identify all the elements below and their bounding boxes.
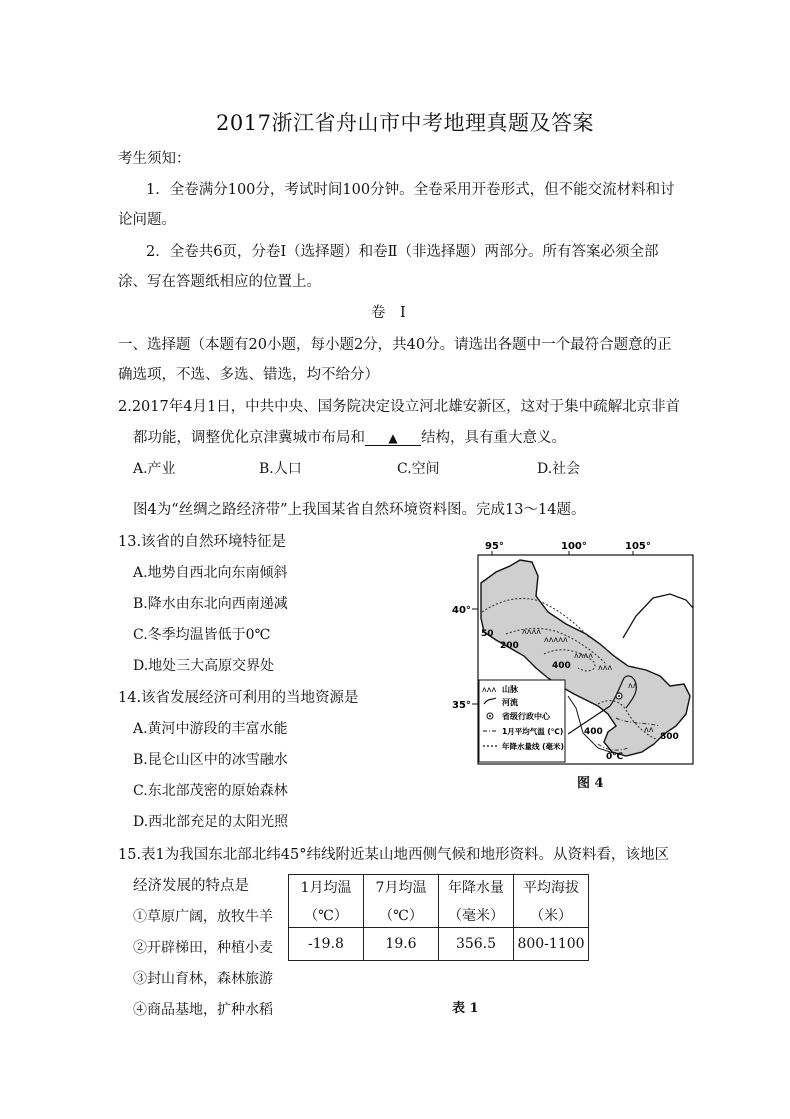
table-cell: 356.5 [439,928,514,961]
question-2-stem-cont: 都功能，调整优化京津冀城市布局和 ▲ 结构，具有重大意义。 [133,430,566,446]
table-caption: 表 1 [452,1001,479,1016]
table-cell: 19.6 [364,928,439,961]
part1-instructions-cont: 确选项，不选、多选、错选，均不给分） [118,367,379,383]
legend-precipitation: 年降水量线 (毫米) [502,742,564,751]
legend-mountains: 山脉 [502,685,518,694]
question-14-stem: 14.该省发展经济可利用的当地资源是 [118,690,359,706]
contour-label: 50 [481,629,494,639]
table-cell: 800-1100 [514,928,589,961]
q15-option-1: ①草原广阔，放牧牛羊 [133,909,273,925]
notice-item-1-cont: 论问题。 [118,212,176,228]
notice-item-2-cont: 涂、写在答题纸相应的位置上。 [118,274,321,290]
map-figure-4 [448,538,700,788]
q15-option-3: ③封山育林，森林旅游 [133,971,273,987]
q14-option-b: B.昆仑山区中的冰雪融水 [133,752,288,768]
svg-text:ᴧᴧ: ᴧᴧ [644,725,654,734]
table-row [289,928,589,961]
table-header-cell: 7月均温 （℃） [364,875,439,928]
contour-label: 400 [552,661,571,671]
question-15-stem: 15.表1为我国东北部北纬45°纬线附近某山地西侧气候和地形资料。从资料看，该地区 [118,847,669,863]
q14-option-c: C.东北部茂密的原始森林 [133,783,288,799]
notice-item-2: 2．全卷共6页，分卷Ⅰ（选择题）和卷Ⅱ（非选择题）两部分。所有答案必须全部 [146,244,659,260]
notice-item-1: 1．全卷满分100分，考试时间100分钟。全卷采用开卷形式，但不能交流材料和讨 [146,182,675,198]
table-header-row [289,875,589,928]
table-1 [288,874,589,961]
svg-text:ᴧᴧᴧᴧ: ᴧᴧᴧᴧ [574,651,593,660]
legend-river: 河流 [502,698,518,707]
q13-option-b: B.降水由东北向西南递减 [133,596,288,612]
q14-option-a: A.黄河中游段的丰富水能 [133,721,288,737]
section-title: 卷 Ⅰ [371,305,406,321]
question-2-stem: 2.2017年4月1日，中共中央、国务院决定设立河北雄安新区，这对于集中疏解北京非首 [118,399,681,415]
contour-label: 200 [500,641,519,651]
table-header-cell: 1月均温 （℃） [289,875,364,928]
svg-text:ᴧᴧᴧᴧ: ᴧᴧᴧᴧ [522,627,541,636]
svg-text:ᴧᴧᴧᴧᴧ: ᴧᴧᴧᴧᴧ [544,635,568,644]
q2-option-b: B.人口 [259,461,302,477]
question-13-stem: 13.该省的自然环境特征是 [118,534,287,550]
lon-label-105: 105° [625,541,651,552]
q2-option-c: C.空间 [397,461,440,477]
part1-instructions: 一、选择题（本题有20小题，每小题2分，共40分。请选出各题中一个最符合题意的正 [118,337,672,353]
q2-option-a: A.产业 [133,461,176,477]
lon-label-100: 100° [561,541,587,552]
map-caption: 图 4 [577,776,604,791]
svg-text:ᴧᴧᴧ: ᴧᴧᴧ [482,685,497,694]
contour-label: 0℃ [606,752,624,762]
table-header-cell: 年降水量 （毫米） [439,875,514,928]
lat-label-40: 40° [452,605,471,616]
q13-option-c: C.冬季均温皆低于0℃ [133,627,271,643]
notice-heading: 考生须知： [118,151,191,167]
question-15-stem-cont: 经济发展的特点是 [133,878,249,894]
q14-option-d: D.西北部充足的太阳光照 [133,814,289,830]
answer-blank: ▲ [365,431,421,446]
lon-label-95: 95° [485,541,504,552]
q13-option-a: A.地势自西北向东南倾斜 [133,565,288,581]
q13-option-d: D.地处三大高原交界处 [133,658,275,674]
figure-intro: 图4为“丝绸之路经济带”上我国某省自然环境资料图。完成13～14题。 [133,502,586,518]
legend-jan-temp: 1月平均气温 (℃) [502,727,564,736]
legend-capital: 省级行政中心 [502,712,550,721]
contour-label: 400 [584,727,603,737]
svg-text:ᴧᴧᴧ: ᴧᴧᴧ [598,663,613,672]
svg-text:ᴧᴧ: ᴧᴧ [628,681,638,690]
q15-option-4: ④商品基地，扩种水稻 [133,1002,273,1018]
table-cell: -19.8 [289,928,364,961]
table-header-cell: 平均海拔 （米） [514,875,589,928]
q2-option-d: D.社会 [537,461,581,477]
page-title: 2017浙江省舟山市中考地理真题及答案 [216,111,594,135]
contour-label: 800 [660,732,679,742]
lat-label-35: 35° [452,700,471,711]
q15-option-2: ②开辟梯田，种植小麦 [133,940,273,956]
